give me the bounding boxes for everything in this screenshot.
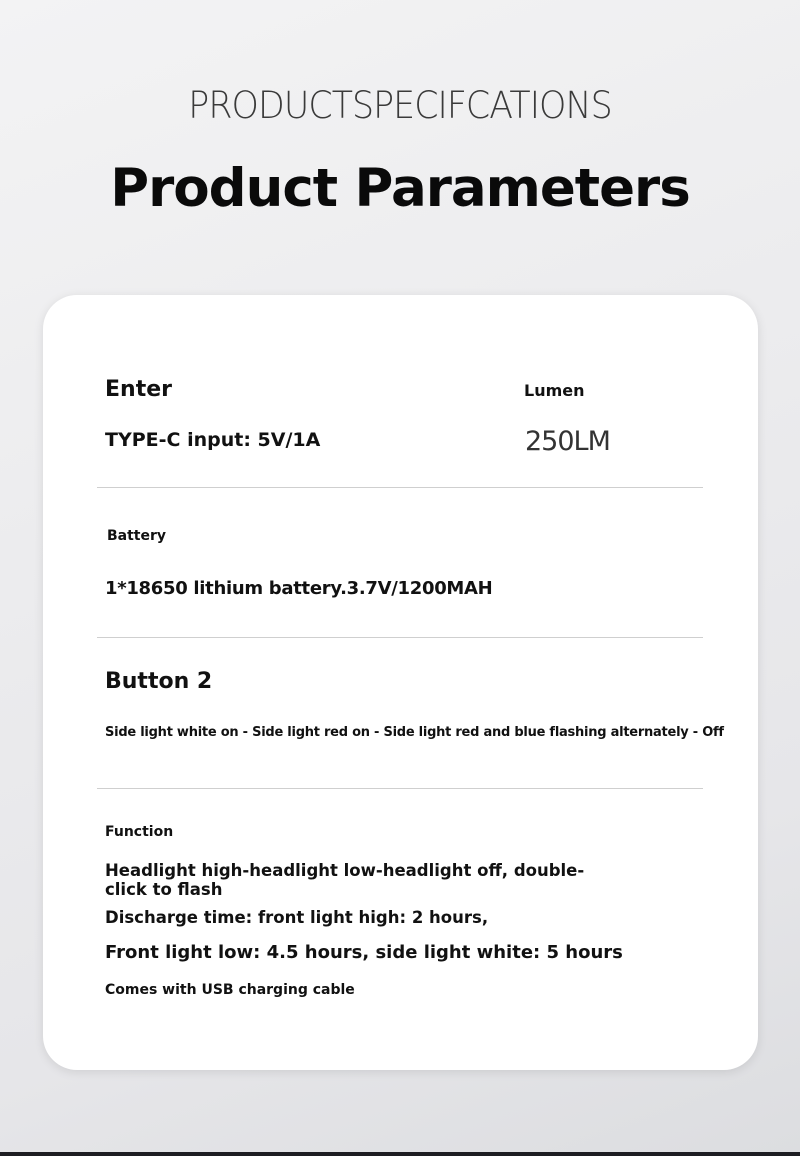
enter-label: Enter: [105, 377, 172, 402]
function-line: Discharge time: front light high: 2 hours,: [105, 908, 489, 927]
button-value: Side light white on - Side light red on - Side light red and blue flashing alternately - Off: [105, 725, 724, 740]
function-label: Function: [105, 824, 174, 840]
divider: [97, 487, 703, 488]
battery-value: 1*18650 lithium battery.3.7V/1200MAH: [105, 578, 493, 599]
page-subtitle: PRODUCTSPECIFCATIONS: [188, 84, 612, 127]
page-title: Product Parameters: [110, 158, 690, 219]
function-line: Comes with USB charging cable: [105, 982, 355, 998]
spec-card: [43, 295, 758, 1070]
battery-label: Battery: [107, 528, 167, 544]
bottom-bar: [0, 1152, 800, 1156]
enter-value: TYPE-C input: 5V/1A: [105, 429, 321, 451]
divider: [97, 637, 703, 638]
lumen-value: 250LM: [525, 426, 610, 457]
function-line: Front light low: 4.5 hours, side light white: 5 hours: [105, 942, 623, 963]
button-label: Button 2: [105, 669, 213, 694]
function-line: Headlight high-headlight low-headlight off, double-: [105, 861, 585, 880]
function-line: click to flash: [105, 880, 223, 899]
lumen-label: Lumen: [524, 381, 585, 400]
divider: [97, 788, 703, 789]
